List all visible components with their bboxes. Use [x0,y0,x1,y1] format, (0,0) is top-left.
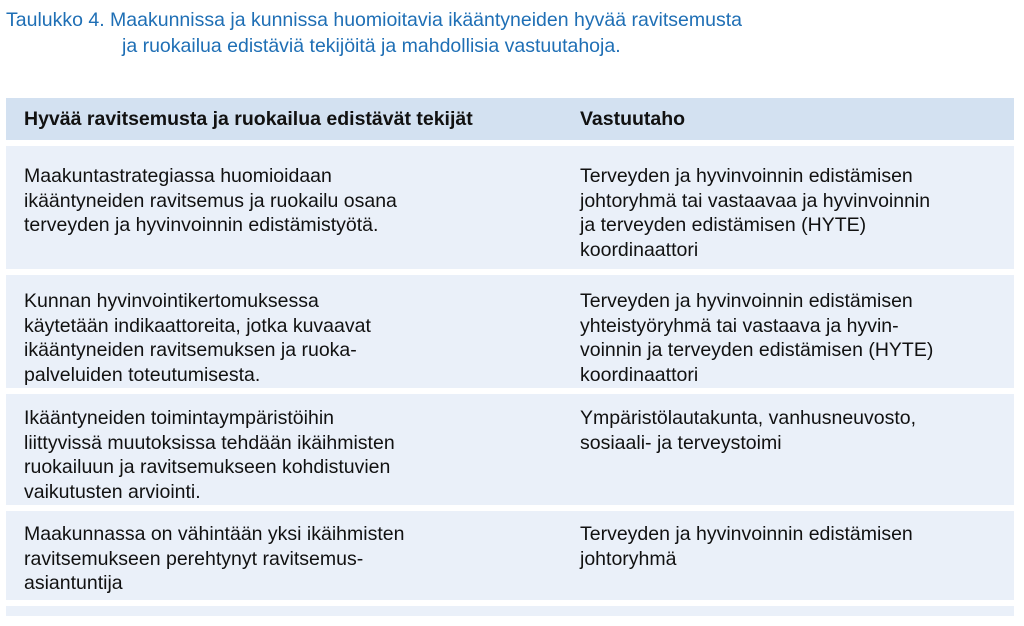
factor-text: ravitsemukseen perehtynyt ravitsemus- [24,547,364,570]
table-row [6,511,1014,600]
factor-text: asiantuntija [24,572,123,594]
responsible-text: yhteistyöryhmä tai vastaava ja hyvin- [580,314,899,337]
table-row [6,275,1014,388]
responsible-text: Ympäristölautakunta, vanhusneuvosto, [580,407,917,429]
header-responsible: Vastuutaho [580,107,686,130]
table-row [6,146,1014,269]
responsible-text: koordinaattori [580,238,699,261]
factor-text: terveyden ja hyvinvoinnin edistämistyötä. [24,214,379,236]
responsible-text: koordinaattori [580,363,699,386]
factor-text: Ikääntyneiden toimintaympäristöihin [24,407,335,429]
responsible-text: voinnin ja terveyden edistämisen (HYTE) [580,339,934,361]
caption-line-1: Taulukko 4. Maakunnissa ja kunnissa huomioitavia ikääntyneiden hyvää ravitsemusta [6,9,742,31]
factor-text: Maakuntastrategiassa huomioidaan [24,165,332,187]
factor-text: käytetään indikaattoreita, jotka kuvaavat [24,314,371,337]
responsible-text: ja terveyden edistämisen (HYTE) [580,214,867,236]
responsible-cell [580,289,1014,388]
table-caption [6,7,742,59]
factor-text: Kunnan hyvinvointikertomuksessa [24,290,319,312]
factor-cell [6,164,580,269]
factor-cell [6,289,580,388]
table-row [6,394,1014,505]
caption-line-2: ja ruokailua edistäviä tekijöitä ja mahdollisia vastuutahoja. [122,35,621,57]
factor-text: ikääntyneiden ravitsemus ja ruokailu osana [24,189,397,212]
responsible-text: johtoryhmä [580,547,677,570]
responsible-text: Terveyden ja hyvinvoinnin edistämisen [580,290,913,312]
responsible-text: johtoryhmä tai vastaavaa ja hyvinvoinnin [580,189,931,212]
responsible-cell [580,164,1014,269]
responsible-text: Terveyden ja hyvinvoinnin edistämisen [580,165,913,187]
factor-text: vaikutusten arviointi. [24,480,201,503]
factor-text: ikääntyneiden ravitsemuksen ja ruoka- [24,339,357,361]
responsible-text: Terveyden ja hyvinvoinnin edistämisen [580,523,913,545]
factor-text: ruokailuun ja ravitsemukseen kohdistuvien [24,456,391,478]
factor-text: liittyvissä muutoksissa tehdään ikäihmisten [24,431,395,454]
factor-text: Maakunnassa on vähintään yksi ikäihmisten [24,523,405,545]
factor-cell [6,522,580,600]
header-factors: Hyvää ravitsemusta ja ruokailua edistävät tekijät [24,107,473,130]
factor-cell [6,406,580,505]
table-header-row [6,98,1014,140]
table-row-partial [6,606,1014,616]
responsible-text: sosiaali- ja terveystoimi [580,431,782,454]
factor-text: palveluiden toteutumisesta. [24,363,261,386]
responsible-cell [580,522,1014,600]
factors-table [6,98,1014,616]
responsible-cell [580,406,1014,505]
